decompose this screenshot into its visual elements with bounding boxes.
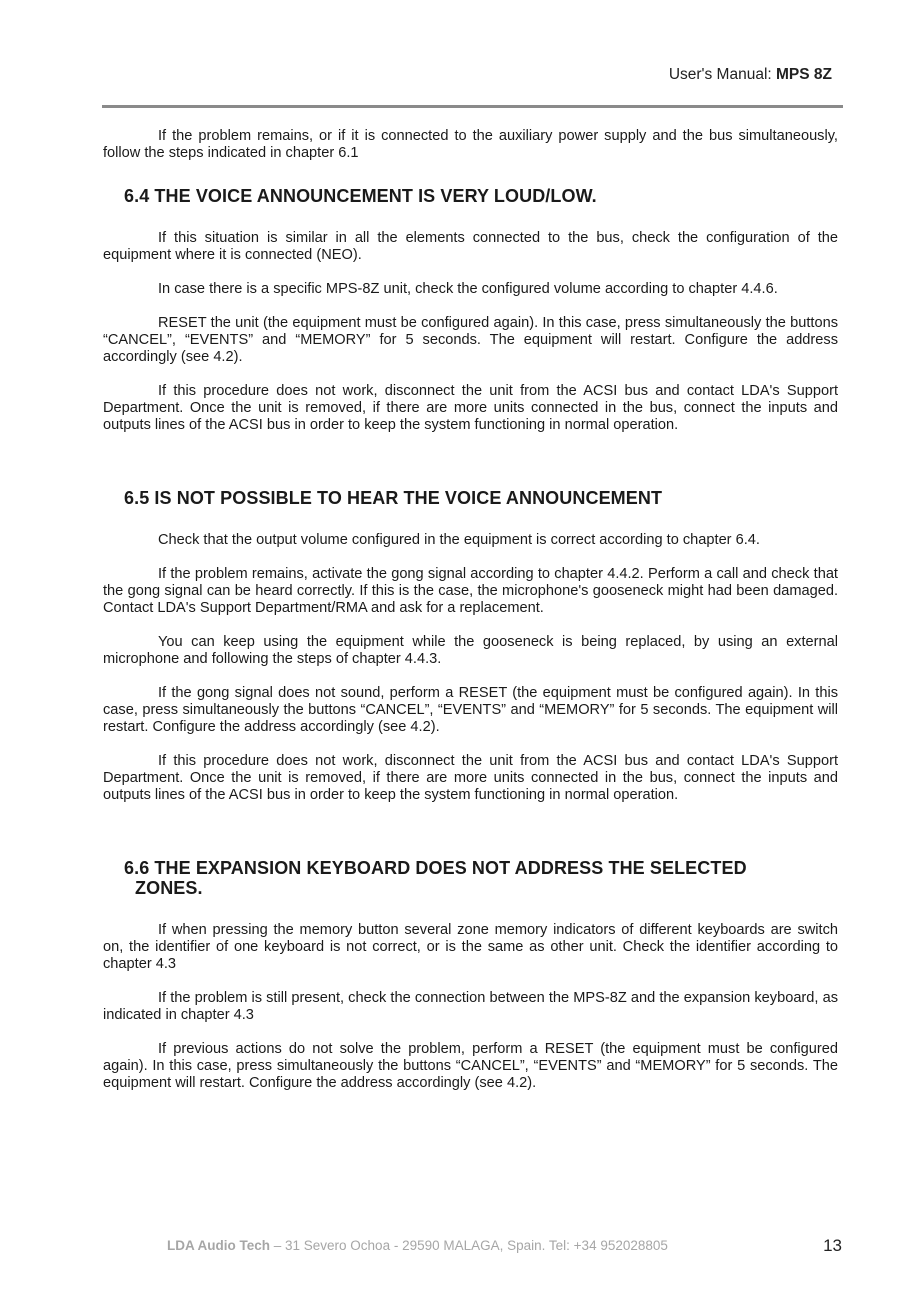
section-6-6-heading-line1: 6.6 THE EXPANSION KEYBOARD DOES NOT ADDRESS THE SELECTED [124, 858, 747, 878]
header-model: MPS 8Z [776, 66, 832, 83]
page-body [103, 128, 838, 1092]
page-number: 13 [823, 1236, 842, 1255]
intro-paragraph: If the problem remains, or if it is connected to the auxiliary power supply and the bus simultaneously, follow the steps indicated in chapter 6.1 [103, 128, 838, 161]
header-label: User's Manual: [668, 66, 777, 83]
header-rule [102, 105, 843, 108]
section-6-6-heading-line2: ZONES. [135, 878, 203, 898]
section-6-4-paragraph: In case there is a specific MPS-8Z unit, check the configured volume according to chapter 4.4.6. [158, 281, 778, 297]
running-header [669, 66, 832, 84]
section-6-5-paragraph: Check that the output volume configured in the equipment is correct according to chapter 6.4. [158, 532, 760, 548]
footer-company: LDA Audio Tech [167, 1238, 270, 1253]
section-6-5-paragraph: If the gong signal does not sound, perform a RESET (the equipment must be configured again). In this case, press simultaneously the buttons “CANCEL”, “EVENTS” and “MEMORY” for 5 seconds. The equipment will restart. Configure the address accordingly (see 4.2). [103, 685, 838, 735]
section-6-6-heading [103, 858, 838, 898]
section-6-5-paragraph: You can keep using the equipment while the gooseneck is being replaced, by using an external microphone and following the steps of chapter 4.4.3. [103, 634, 838, 667]
section-6-4-paragraph: RESET the unit (the equipment must be configured again). In this case, press simultaneously the buttons “CANCEL”, “EVENTS” and “MEMORY” for 5 seconds. The equipment will restart. Configure the address accordingly (see 4.2). [103, 315, 838, 365]
section-6-5-paragraph: If the problem remains, activate the gong signal according to chapter 4.4.2. Perform a call and check that the gong signal can be heard correctly. If this is the case, the microphone's gooseneck might had been damaged. Contact LDA's Support Department/RMA and ask for a replacement. [103, 566, 838, 616]
page-footer [167, 1238, 668, 1253]
section-6-6-paragraph: If previous actions do not solve the problem, perform a RESET (the equipment must be configured again). In this case, press simultaneously the buttons “CANCEL”, “EVENTS” and “MEMORY” for 5 seconds. The equipment will restart. Configure the address accordingly (see 4.2). [103, 1041, 838, 1091]
section-6-4-paragraph: If this situation is similar in all the elements connected to the bus, check the configuration of the equipment where it is connected (NEO). [103, 230, 838, 263]
section-6-5-paragraph: If this procedure does not work, disconnect the unit from the ACSI bus and contact LDA's Support Department. Once the unit is removed, if there are more units connected in the bus, connect the inputs and outputs lines of the ACSI bus in order to keep the system functioning in normal operation. [103, 753, 838, 803]
section-6-6-paragraph: If when pressing the memory button several zone memory indicators of different keyboards are switch on, the identifier of one keyboard is not correct, or is the same as other unit. Check the identifier according to chapter 4.3 [103, 922, 838, 972]
footer-address: – 31 Severo Ochoa - 29590 MALAGA, Spain. Tel: +34 952028805 [270, 1238, 668, 1253]
section-6-6-paragraph: If the problem is still present, check the connection between the MPS-8Z and the expansion keyboard, as indicated in chapter 4.3 [103, 990, 838, 1023]
section-6-4-heading: 6.4 THE VOICE ANNOUNCEMENT IS VERY LOUD/LOW. [124, 186, 597, 206]
section-6-5-heading: 6.5 IS NOT POSSIBLE TO HEAR THE VOICE ANNOUNCEMENT [124, 488, 663, 508]
section-6-4-paragraph: If this procedure does not work, disconnect the unit from the ACSI bus and contact LDA's Support Department. Once the unit is removed, if there are more units connected in the bus, connect the inputs and outputs lines of the ACSI bus in order to keep the system functioning in normal operation. [103, 383, 838, 433]
